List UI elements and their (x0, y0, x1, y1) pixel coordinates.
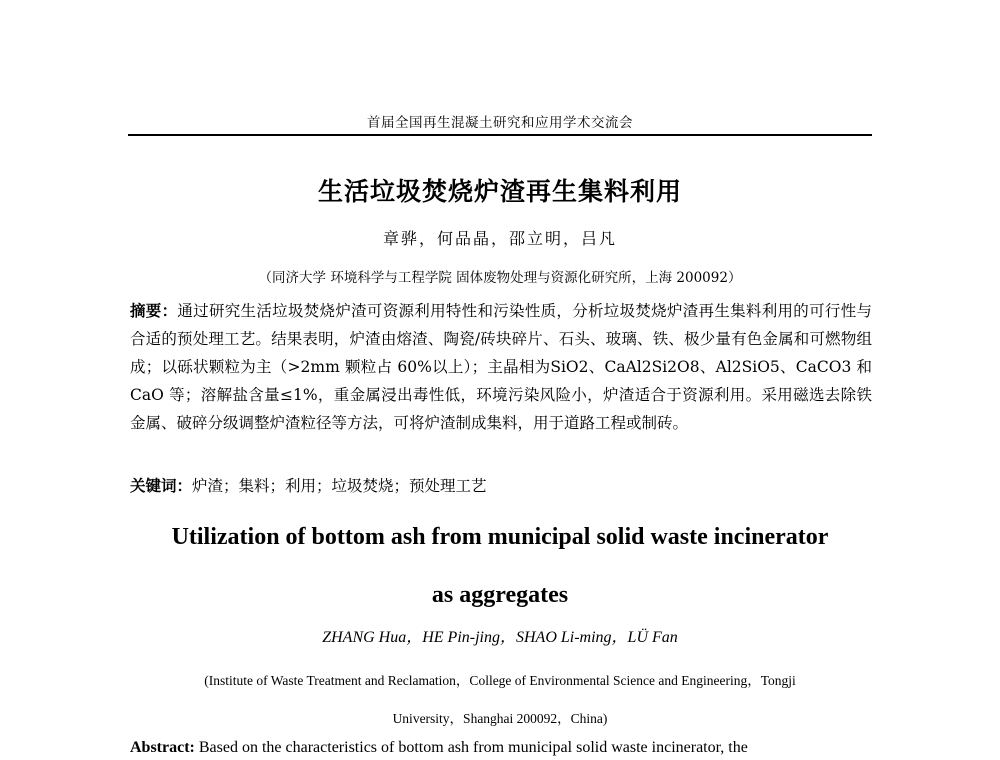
chinese-abstract (130, 297, 872, 437)
english-abstract-text: Based on the characteristics of bottom ash from municipal solid waste incinerator, the (194, 739, 748, 756)
english-affiliation (140, 662, 860, 738)
chinese-abstract-text: 通过研究生活垃圾焚烧炉渣可资源利用特性和污染性质，分析垃圾焚烧炉渣再生集料利用的可行性与合适的预处理工艺。结果表明，炉渣由熔渣、陶瓷/砖块碎片、石头、玻璃、铁、极少量有色金属和可燃物组成；以砾状颗粒为主（>2mm 颗粒占 60%以上）；主晶相为SiO2、CaAl2Si2O8、Al2SiO5、CaCO3 和 CaO 等；溶解盐含量≤1%，重金属浸出毒性低，环境污染风险小，炉渣适合于资源利用。采用磁选去除铁金属、破碎分级调整炉渣粒径等方法，可将炉渣制成集料，用于道路工程或制砖。 (130, 302, 872, 432)
conference-header: 首届全国再生混凝土研究和应用学术交流会 (367, 115, 633, 131)
chinese-keywords-text: 炉渣；集料；利用；垃圾焚烧；预处理工艺 (192, 477, 487, 495)
chinese-affiliation: （同济大学 环境科学与工程学院 固体废物处理与资源化研究所，上海 200092） (258, 270, 742, 286)
chinese-authors: 章骅，何品晶，邵立明，吕凡 (382, 229, 617, 248)
chinese-keywords (130, 472, 872, 500)
chinese-keywords-label: 关键词： (130, 476, 193, 495)
english-abstract (130, 737, 872, 759)
header-rule (128, 134, 872, 136)
english-authors: ZHANG Hua，HE Pin-jing，SHAO Li-ming，LÜ Fan (322, 629, 678, 646)
english-affiliation-line1: (Institute of Waste Treatment and Reclamation，College of Environmental Science and Engineering，Tongji (204, 673, 796, 688)
chinese-title: 生活垃圾焚烧炉渣再生集料利用 (317, 177, 682, 206)
english-abstract-label: Abstract: (130, 739, 195, 756)
chinese-abstract-label: 摘要： (130, 301, 178, 320)
english-title-line2: as aggregates (431, 582, 569, 608)
english-affiliation-line2: University，Shanghai 200092，China) (392, 711, 608, 726)
english-title-line1: Utilization of bottom ash from municipal solid waste incinerator (171, 524, 829, 550)
english-title (0, 508, 1000, 624)
